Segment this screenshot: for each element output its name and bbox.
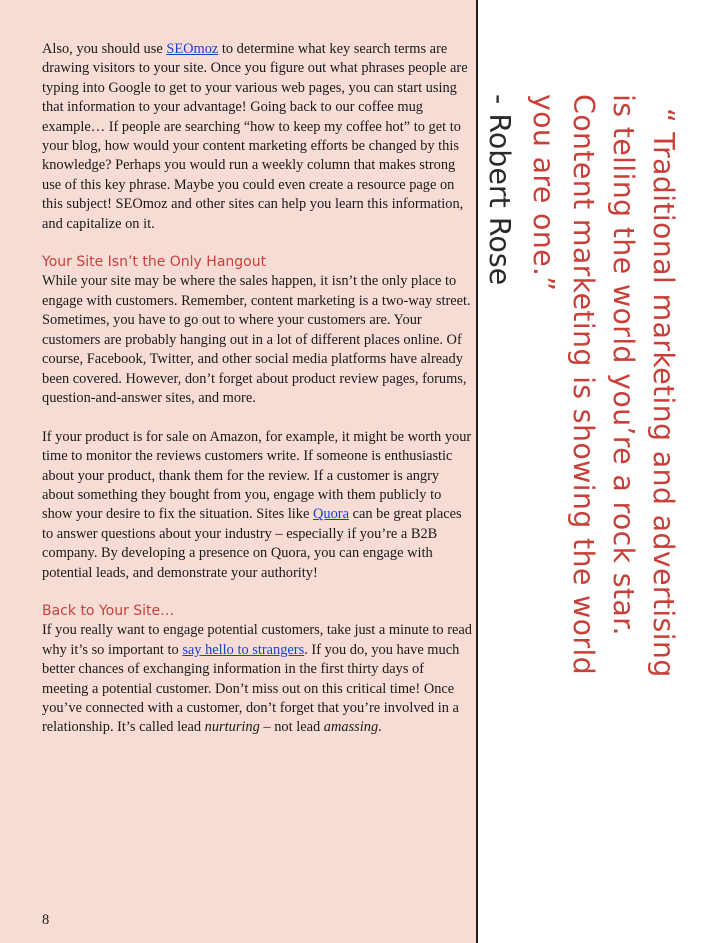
quote-author: - Robert Rose xyxy=(483,94,516,286)
quora-link[interactable]: Quora xyxy=(313,506,349,523)
pull-quote xyxy=(483,94,683,728)
paragraph-amazon xyxy=(42,428,472,583)
section-heading-back-to-site: Back to Your Site… xyxy=(42,602,175,619)
paragraph-text: . If you do, you have much better chances of exchanging information in the first thirty days of meeting a potential customer. Don’t miss out on this critical time! Once you’ve connected with a customer, don’t forget that you’re involved in a relationship. It’s called lead xyxy=(42,641,460,736)
paragraph-text: to determine what key search terms are drawing visitors to your site. Once you figure out what phrases people are typing into Google to get to your various web pages, you can start using that information to your advantage! Going back to our coffee mug example… If people are searching “how to keep my coffee hot” to get to your blog, how would your content marketing efforts be changed by this knowledge? Perhaps you would run a weekly column that makes strong use of this key phrase. Maybe you could even create a resource page on this subject! SEOmoz and other sites can help you learn this information, and capitalize on it. xyxy=(42,41,468,232)
quote-line: “ Traditional marketing and advertising xyxy=(647,108,680,678)
say-hello-link[interactable]: say hello to strangers xyxy=(182,641,305,658)
article-body xyxy=(42,40,472,738)
paragraph-text: If your product is for sale on Amazon, for example, it might be worth your time to monitor the reviews customers write. If someone is enthusiastic about your product, thank them for the review. If a customer is angry about something they bought from you, engage with them publicly to show your desire to fix the situation. Sites like xyxy=(42,428,472,523)
emphasis-nurturing: nurturing xyxy=(204,719,260,736)
paragraph-text: If you really want to engage potential customers, take just a minute to read why it’s so important to xyxy=(42,622,472,658)
quote-line: you are one.” xyxy=(527,94,560,292)
paragraph-text: Also, you should use xyxy=(42,41,167,57)
emphasis-amassing: amassing xyxy=(323,719,379,736)
paragraph-seomoz xyxy=(42,40,472,234)
paragraph-back-to-site xyxy=(42,621,472,737)
page-number: 8 xyxy=(42,912,50,928)
paragraph-text: . xyxy=(378,719,382,736)
paragraph-text: – not lead xyxy=(259,719,324,736)
quote-line: Content marketing is showing the world xyxy=(567,94,600,675)
quote-line: is telling the world you’re a rock star. xyxy=(607,94,640,636)
seomoz-link[interactable]: SEOmoz xyxy=(166,41,219,57)
paragraph-hangout: While your site may be where the sales happen, it isn’t the only place to engage with customers. Remember, content marketing is a two-way street. Sometimes, you have to go out to where your customers are. Your customers are probably hanging out in a lot of different places online. Of course, Facebook, Twitter, and other social media platforms have already been covered. However, don’t forget about product review pages, forums, question-and-answer sites, and more. xyxy=(42,273,471,406)
paragraph-text: can be great places to answer questions about your industry – especially if you’re a B2B company. By developing a presence on Quora, you can engage with potential leads, and demonstrate your authority! xyxy=(42,506,462,581)
section-heading-hangout: Your Site Isn’t the Only Hangout xyxy=(42,254,267,271)
